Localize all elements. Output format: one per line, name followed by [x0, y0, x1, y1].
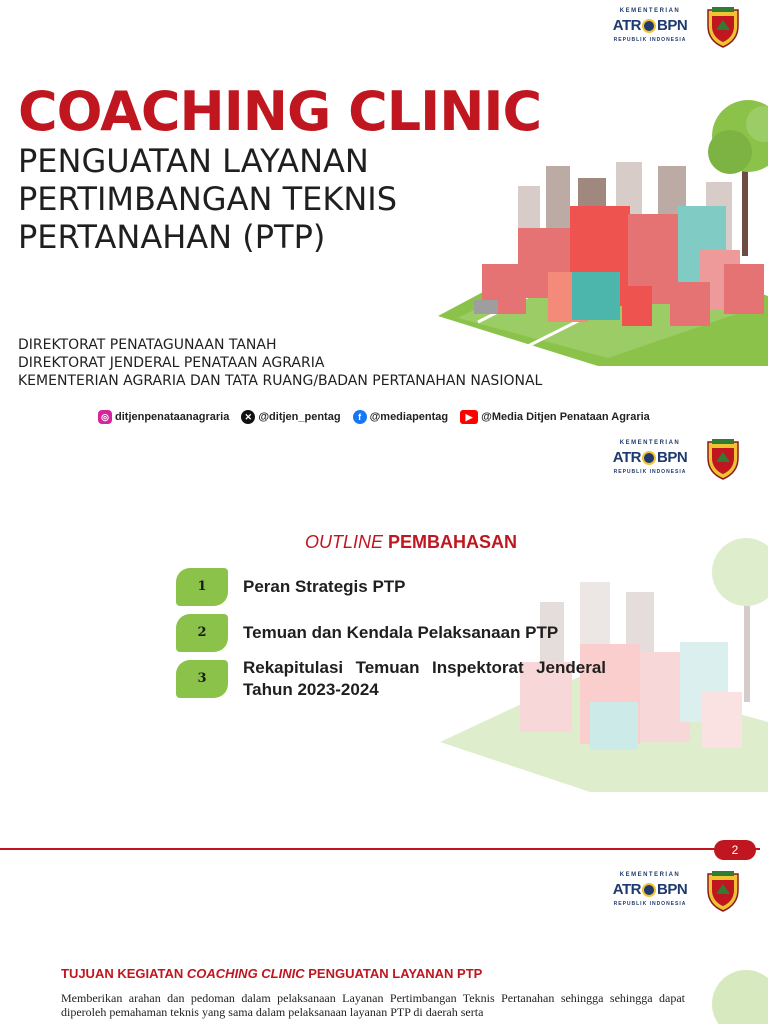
slide-objective [0, 864, 768, 1024]
social-x[interactable]: ✕ @ditjen_pentag [241, 410, 340, 424]
instagram-icon: ◎ [98, 410, 112, 424]
atr-bpn-logo: KEMENTERIAN ATR BPN REPUBLIK INDONESIA [612, 8, 688, 43]
atr-bpn-logo: KEMENTERIAN ATR BPN REPUBLIK INDONESIA [612, 440, 688, 475]
youtube-icon: ▶ [460, 410, 478, 424]
globe-icon [642, 883, 656, 897]
penataan-agraria-shield-logo [706, 6, 740, 48]
penataan-agraria-shield-logo [706, 438, 740, 480]
divider-line [0, 848, 760, 850]
objective-body: Memberikan arahan dan pedoman dalam pelaksanaan Layanan Pertimbangan Teknis Pertanahan sehingga sehingga dapat diperoleh pemahaman teknis yang sama dalam pelaksanaan layanan PTP di daerah serta [61, 991, 685, 1019]
slide-cover [0, 0, 768, 432]
city-illustration [438, 96, 768, 366]
social-youtube[interactable]: ▶ @Media Ditjen Penataan Agraria [460, 410, 650, 424]
cover-title: COACHING CLINIC [18, 80, 542, 143]
page-number: 2 [714, 840, 756, 860]
social-facebook[interactable]: f @mediapentag [353, 410, 449, 424]
cover-subtitle: PENGUATAN LAYANAN PERTIMBANGAN TEKNIS PERTANAHAN (PTP) [18, 142, 398, 256]
objective-title: TUJUAN KEGIATAN COACHING CLINIC PENGUATAN LAYANAN PTP [61, 966, 483, 981]
outline-title: OUTLINE PEMBAHASAN [304, 532, 518, 552]
social-instagram[interactable]: ◎ ditjenpenataanagraria [98, 410, 229, 424]
x-icon: ✕ [241, 410, 255, 424]
item-number-badge: 1 [176, 568, 228, 606]
globe-icon [642, 451, 656, 465]
social-media-bar [98, 410, 650, 424]
directorate-block: DIREKTORAT PENATAGUNAAN TANAH DIREKTORAT JENDERAL PENATAAN AGRARIA KEMENTERIAN AGRARIA DAN TATA RUANG/BADAN PERTANAHAN NASIONAL [18, 337, 543, 389]
item-number-badge: 3 [176, 660, 228, 698]
penataan-agraria-shield-logo [706, 870, 740, 912]
faded-tree-illustration [690, 964, 768, 1024]
globe-icon [642, 19, 656, 33]
item-number-badge: 2 [176, 614, 228, 652]
facebook-icon: f [353, 410, 367, 424]
atr-bpn-logo: KEMENTERIAN ATR BPN REPUBLIK INDONESIA [612, 872, 688, 907]
slide-outline: KEMENTERIAN ATR BPN REPUBLIK INDONESIA OUTLINE PEMBAHASAN 1 Peran Strategis PTP 2 Temuan dan Kendala Pelaksanaan PTP 3 Rekapitulasi Temuan Inspektorat Jenderal Tahun 2023-2024 2 [0, 432, 768, 864]
